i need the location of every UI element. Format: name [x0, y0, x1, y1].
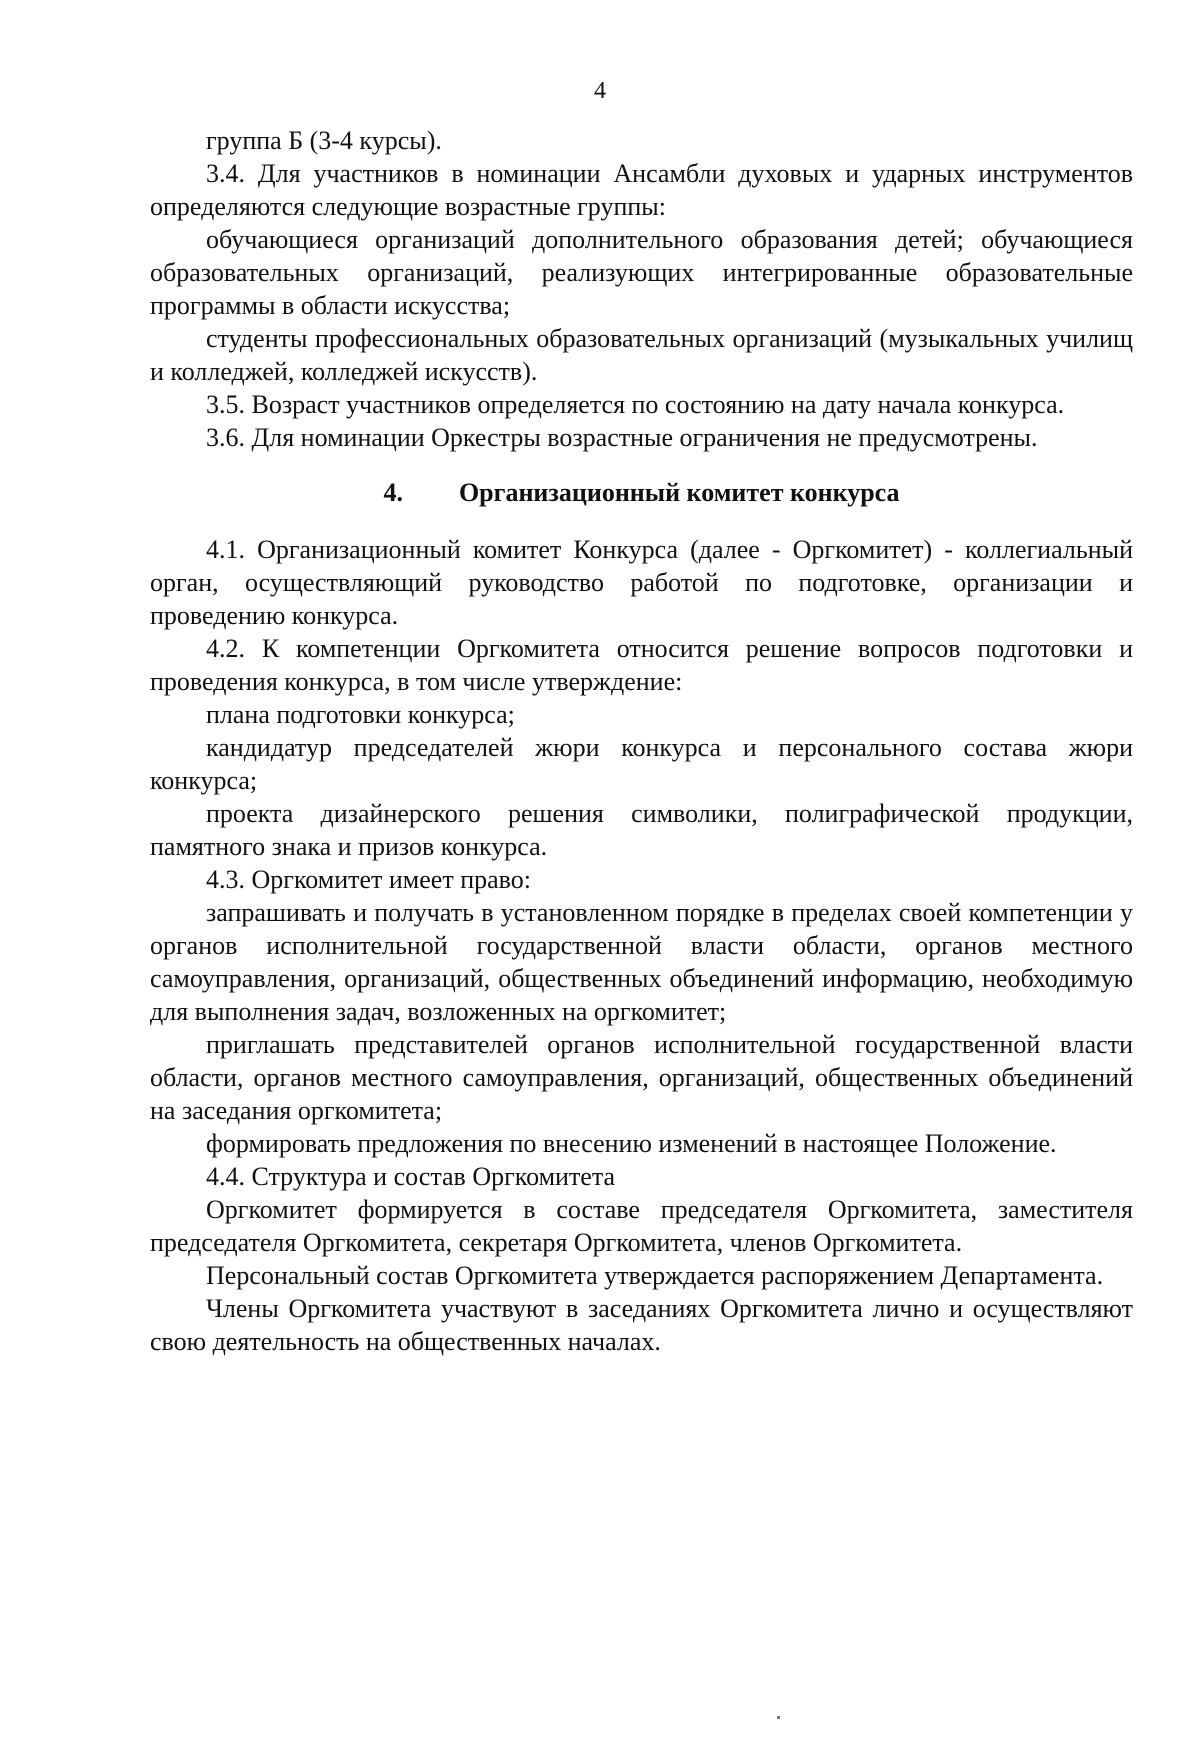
paragraph-4-2: 4.2. К компетенции Оргкомитета относится решение вопросов подготовки и проведения конкурса, в том числе утверждение:: [150, 634, 1133, 696]
paragraph-4-3-item-request: запрашивать и получать в установленном порядке в пределах своей компетенции у органов исполнительной государственной власти области, органов местного самоуправления, организаций, общественных объединений информацию, необходимую для выполнения задач, возложенных на оргкомитет;: [150, 898, 1133, 1026]
paragraph-4-2-item-design: проекта дизайнерского решения символики, полиграфической продукции, памятного знака и призов конкурса.: [150, 799, 1133, 861]
paragraph-4-4-members: Члены Оргкомитета участвуют в заседаниях Оргкомитета лично и осуществляют свою деятельность на общественных началах.: [150, 1294, 1133, 1356]
page-number: 4: [594, 78, 606, 104]
paragraph-4-3-item-invite: приглашать представителей органов исполнительной государственной власти области, органов местного самоуправления, организаций, общественных объединений на заседания оргкомитета;: [150, 1030, 1133, 1125]
paragraph-4-4-personal-composition: Персональный состав Оргкомитета утверждается распоряжением Департамента.: [206, 1261, 1104, 1290]
section-title: Организационный комитет конкурса: [458, 478, 900, 507]
paragraph-4-2-item-jury: кандидатур председателей жюри конкурса и персонального состава жюри конкурса;: [150, 733, 1133, 795]
paragraph-3-5: 3.5. Возраст участников определяется по состоянию на дату начала конкурса.: [206, 390, 1065, 419]
paragraph-3-4: 3.4. Для участников в номинации Ансамбли духовых и ударных инструментов определяются следующие возрастные группы:: [150, 159, 1133, 221]
section-number: 4.: [383, 478, 403, 507]
section-heading: [150, 476, 1133, 509]
document-body: [150, 124, 1133, 1358]
scan-speck: [777, 1716, 780, 1719]
paragraph-4-4-composition: Оргкомитет формируется в составе председателя Оргкомитета, заместителя председателя Оргкомитета, секретаря Оргкомитета, членов Оргкомитета.: [150, 1195, 1133, 1257]
paragraph-3-6: 3.6. Для номинации Оркестры возрастные ограничения не предусмотрены.: [206, 423, 1038, 452]
paragraph-4-3: 4.3. Оргкомитет имеет право:: [206, 865, 531, 894]
paragraph-3-4-students-professional: студенты профессиональных образовательных организаций (музыкальных училищ и колледжей, колледжей искусств).: [150, 324, 1133, 386]
paragraph-4-4: 4.4. Структура и состав Оргкомитета: [206, 1162, 616, 1191]
paragraph-4-1: 4.1. Организационный комитет Конкурса (далее - Оргкомитет) - коллегиальный орган, осуществляющий руководство работой по подготовке, организации и проведению конкурса.: [150, 535, 1133, 630]
paragraph-4-3-item-proposals: формировать предложения по внесению изменений в настоящее Положение.: [206, 1129, 1057, 1158]
paragraph-3-4-students-children: обучающиеся организаций дополнительного образования детей; обучающиеся образовательных организаций, реализующих интегрированные образовательные программы в области искусства;: [150, 225, 1133, 320]
paragraph-age-group-b: группа Б (3-4 курсы).: [206, 126, 442, 155]
paragraph-4-2-item-plan: плана подготовки конкурса;: [206, 700, 515, 729]
